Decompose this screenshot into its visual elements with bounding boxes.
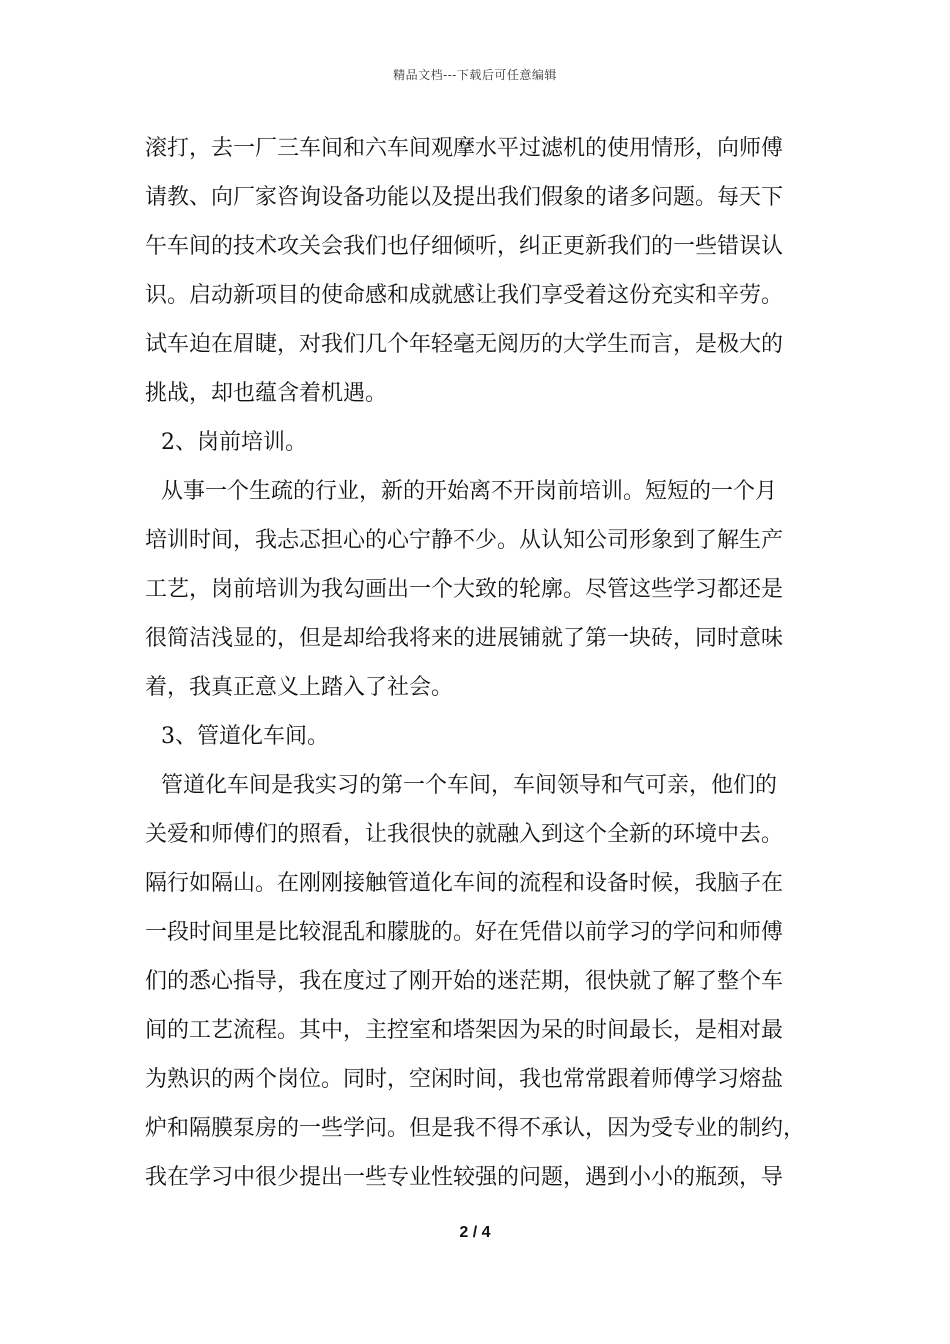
text-line: 试车迫在眉睫，对我们几个年轻毫无阅历的大学生而言，是极大的 xyxy=(145,332,784,357)
text-line: 间的工艺流程。其中，主控室和塔架因为呆的时间最长，是相对最 xyxy=(145,1018,784,1043)
text-line: 午车间的技术攻关会我们也仔细倾听，纠正更新我们的一些错误认 xyxy=(145,234,784,259)
text-line: 一段时间里是比较混乱和朦胧的。好在凭借以前学习的学问和师傅 xyxy=(145,920,784,945)
section-heading: 2、岗前培训。 xyxy=(161,430,307,455)
text-line: 着，我真正意义上踏入了社会。 xyxy=(145,675,454,700)
text-line: 滚打，去一厂三车间和六车间观摩水平过滤机的使用情形，向师傅 xyxy=(145,136,784,161)
paragraph-start-line: 从事一个生疏的行业，新的开始离不开岗前培训。短短的一个月 xyxy=(161,479,778,504)
text-line: 们的悉心指导，我在度过了刚开始的迷茫期，很快就了解了整个车 xyxy=(145,969,784,994)
section-heading: 3、管道化车间。 xyxy=(161,724,329,749)
text-line: 挑战，却也蕴含着机遇。 xyxy=(145,381,388,406)
text-line: 很简洁浅显的，但是却给我将来的进展铺就了第一块砖，同时意味 xyxy=(145,626,784,651)
page-number: 2 / 4 xyxy=(459,1224,491,1241)
page-header: 精品文档---下载后可任意编辑 xyxy=(393,68,557,82)
text-line: 炉和隔膜泵房的一些学问。但是我不得不承认，因为受专业的制约， xyxy=(145,1116,806,1141)
text-line: 识。启动新项目的使命感和成就感让我们享受着这份充实和辛劳。 xyxy=(145,283,784,308)
text-line: 工艺，岗前培训为我勾画出一个大致的轮廓。尽管这些学习都还是 xyxy=(145,577,784,602)
text-line: 我在学习中很少提出一些专业性较强的问题，遇到小小的瓶颈，导 xyxy=(145,1165,784,1190)
text-line: 请教、向厂家咨询设备功能以及提出我们假象的诸多问题。每天下 xyxy=(145,185,784,210)
text-line: 培训时间，我忐忑担心的心宁静不少。从认知公司形象到了解生产 xyxy=(145,528,784,553)
text-line: 关爱和师傅们的照看，让我很快的就融入到这个全新的环境中去。 xyxy=(145,822,784,847)
text-line: 为熟识的两个岗位。同时，空闲时间，我也常常跟着师傅学习熔盐 xyxy=(145,1067,784,1092)
text-line: 隔行如隔山。在刚刚接触管道化车间的流程和设备时候，我脑子在 xyxy=(145,871,784,896)
document-body xyxy=(145,124,810,1202)
paragraph-start-line: 管道化车间是我实习的第一个车间，车间领导和气可亲，他们的 xyxy=(161,773,778,798)
